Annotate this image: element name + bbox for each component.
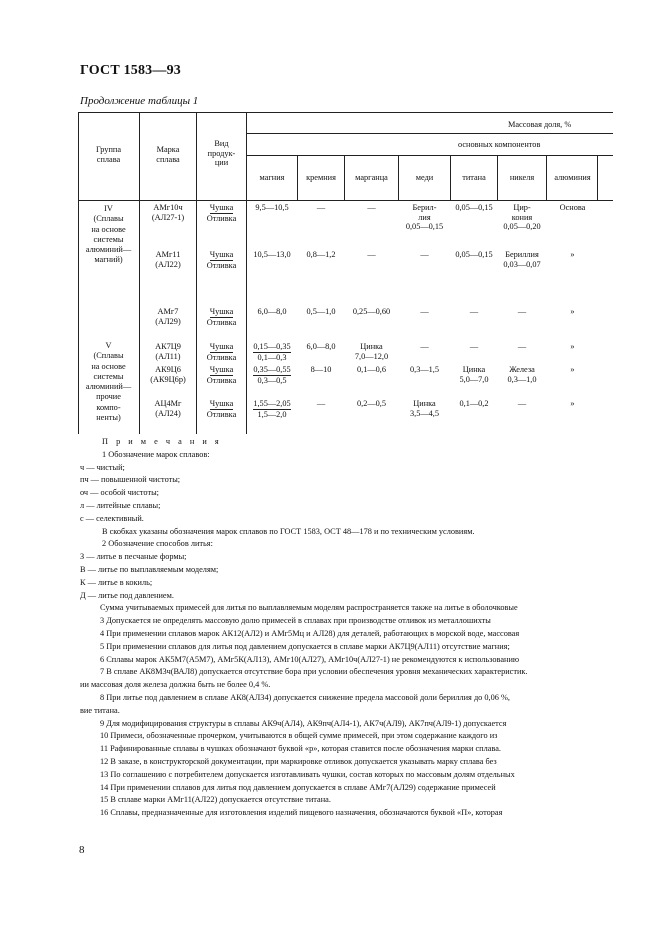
note-line: В скобках указаны обозначения марок сплавов по ГОСТ 1583, ОСТ 48—178 и по техническим условиям.	[102, 526, 475, 536]
note-line: 15 В сплаве марки АМг11(АЛ22) допускается отсутствие титана.	[100, 795, 331, 805]
note-line: В — литье по выплавляемым моделям;	[80, 564, 219, 574]
silicon-cell: 6,0—8,0	[306, 342, 336, 351]
note-line: 6 Сплавы марок АК5М7(А5М7), АМг5К(АЛ13), АМг10(АЛ27), АМг10ч(АЛ27-1) не рекомендуются к использованию	[100, 654, 520, 664]
nickel-cell: Железа 0,3—1,0	[507, 365, 537, 384]
page-number: 8	[79, 844, 85, 856]
note-line: 12 В заказе, в конструкторской документации, при маркировке отливок допускается указывать марку сплава без	[100, 756, 497, 766]
aluminium-cell: »	[570, 250, 575, 259]
manganese-cell: Цинка 7,0—12,0	[354, 342, 389, 361]
header-copper: меди	[415, 173, 434, 182]
silicon-cell: —	[316, 399, 326, 408]
notes-heading: П р и м е ч а н и я	[102, 437, 222, 446]
copper-cell: —	[420, 250, 429, 259]
manganese-cell: 0,1—0,6	[356, 365, 387, 374]
magnesium-cell: 1,55—2,05 1,5—2,0	[253, 399, 291, 419]
magnesium-cell: 6,0—8,0	[257, 307, 287, 316]
titanium-cell: 0,05—0,15	[455, 250, 493, 259]
note-line: Д — литье под давлением.	[80, 590, 174, 600]
table-continuation-label: Продолжение таблицы 1	[80, 95, 199, 107]
magnesium-cell: 9,5—10,5	[255, 203, 289, 212]
group-cell: IV (Сплавы на основе системы алюминий— магний)	[85, 204, 132, 265]
note-line: 3 Допускается не определять массовую долю примесей в сплавах при производстве отливок из металлошихты	[100, 616, 491, 626]
kind-cell: Чушка Отливка	[206, 250, 237, 270]
note-line: 1 Обозначение марок сплавов:	[102, 449, 210, 459]
note-line: Сумма учитываемых примесей для литья по выплавляемым моделям распространяется также на литье в оболочковые	[100, 603, 518, 613]
nickel-cell: —	[517, 399, 527, 408]
titanium-cell: —	[469, 342, 479, 351]
grade-cell: АЦ4Мг (АЛ24)	[154, 399, 182, 418]
header-silicon: кремния	[306, 173, 336, 182]
note-line: вие титана.	[80, 705, 120, 715]
silicon-cell: 0,8—1,2	[306, 250, 336, 259]
titanium-cell: 0,1—0,2	[459, 399, 489, 408]
note-line: ч — чистый;	[80, 462, 125, 472]
notes-section	[80, 436, 620, 820]
document-title: ГОСТ 1583—93	[80, 63, 181, 78]
kind-cell: Чушка Отливка	[206, 342, 237, 362]
manganese-cell: 0,2—0,5	[356, 399, 387, 408]
kind-cell: Чушка Отливка	[206, 307, 237, 327]
silicon-cell: 0,5—1,0	[306, 307, 336, 316]
copper-cell: Цинка 3,5—4,5	[409, 399, 440, 418]
magnesium-cell: 10,5—13,0	[253, 250, 291, 259]
copper-cell: —	[420, 342, 429, 351]
grade-cell: АК9Ц6 (АК9Ц6р)	[150, 365, 186, 384]
aluminium-cell: »	[570, 399, 575, 408]
note-line: 8 При литье под давлением в сплаве АК8(АЛ34) допускается снижение предела массовой доли бериллия до 0,06 %,	[100, 692, 510, 702]
note-line: 11 Рафинированные сплавы в чушках обозначают буквой «р», которая ставится после обозначения марки сплава.	[100, 744, 501, 754]
titanium-cell: 0,05—0,15	[455, 203, 493, 212]
manganese-cell: 0,25—0,60	[352, 307, 391, 316]
grade-cell: АМг10ч (АЛ27-1)	[151, 203, 185, 222]
header-mass-fraction: Массовая доля, %	[508, 120, 572, 129]
header-aluminium: алюминия	[554, 173, 591, 182]
header-manganese: марганца	[355, 173, 388, 182]
composition-table	[78, 112, 613, 434]
silicon-cell: 8—10	[310, 365, 332, 374]
group-cell: V (Сплавы на основе системы алюминий— прочие компо- ненты)	[85, 341, 132, 423]
note-line: с — селективный.	[80, 513, 144, 523]
note-line: 13 По соглашению с потребителем допускается изготавливать чушки, состав которых по массовым долям отдельных	[100, 769, 515, 779]
nickel-cell: Бериллия 0,03—0,07	[503, 250, 541, 269]
note-line: К — литье в кокиль;	[80, 577, 153, 587]
header-grade: Марка сплава	[156, 145, 180, 164]
header-titanium: титана	[462, 173, 486, 182]
aluminium-cell: »	[570, 365, 575, 374]
note-line: 10 Примеси, обозначенные прочерком, учитываются в общей сумме примесей, при этом содержание каждого из	[100, 731, 498, 741]
nickel-cell: —	[517, 307, 527, 316]
magnesium-cell: 0,15—0,35 0,1—0,3	[253, 342, 291, 362]
grade-cell: АМг7 (АЛ29)	[155, 307, 181, 326]
aluminium-cell: »	[570, 342, 575, 351]
kind-cell: Чушка Отливка	[206, 365, 237, 385]
copper-cell: 0,3—1,5	[409, 365, 440, 374]
header-nickel: никеля	[509, 173, 535, 182]
note-line: 9 Для модифицирования структуры в сплавы АК9ч(АЛ4), АК9пч(АЛ4-1), АК7ч(АЛ9), АК7пч(АЛ9-1) допускается	[100, 718, 507, 728]
note-line: ии массовая доля железа должна быть не более 0,4 %.	[80, 680, 271, 690]
note-line: 4 При применении сплавов марок АК12(АЛ2) и АМг5Мц и АЛ28) для деталей, работающих в морской воде, массовая	[100, 628, 520, 638]
grade-cell: АМг11 (АЛ22)	[155, 250, 181, 269]
manganese-cell: —	[367, 203, 376, 212]
silicon-cell: —	[316, 203, 326, 212]
note-line: 16 Сплавы, предназначенные для изготовления изделий пищевого назначения, обозначаются буквой «П», которая	[100, 808, 503, 818]
note-line: л — литейные сплавы;	[80, 500, 161, 510]
kind-cell: Чушка Отливка	[206, 399, 237, 419]
kind-cell: Чушка Отливка	[206, 203, 237, 223]
grade-cell: АК7Ц9 (АЛ11)	[155, 342, 181, 361]
note-line: оч — особой чистоты;	[80, 488, 159, 498]
note-line: 7 В сплаве АК8М3ч(ВАЛ8) допускается отсутствие бора при условии обеспечения уровня механических характеристик.	[100, 667, 528, 677]
aluminium-cell: Основа	[559, 203, 586, 212]
aluminium-cell: »	[570, 307, 575, 316]
manganese-cell: —	[367, 250, 376, 259]
note-line: 5 При применении сплавов для литья под давлением допускается в сплаве марки АК7Ц9(АЛ11) отсутствие магния;	[100, 641, 510, 651]
copper-cell: —	[420, 307, 429, 316]
nickel-cell: —	[517, 342, 527, 351]
nickel-cell: Цир- кония 0,05—0,20	[503, 203, 541, 232]
header-magnesium: магния	[259, 173, 285, 182]
magnesium-cell: 0,35—0,55 0,3—0,5	[253, 365, 291, 385]
titanium-cell: Цинка 5,0—7,0	[459, 365, 489, 384]
titanium-cell: —	[469, 307, 479, 316]
header-group: Группа сплава	[95, 145, 122, 164]
header-kind: Вид продук- ции	[207, 139, 236, 168]
header-main-components: основных компонентов	[458, 140, 541, 149]
note-line: 14 При применении сплавов для литья под давлением допускается в сплаве АМг7(АЛ29) содержание примесей	[100, 782, 496, 792]
note-line: пч — повышенной чистоты;	[80, 475, 181, 485]
note-line: З — литье в песчаные формы;	[80, 552, 187, 562]
note-line: 2 Обозначение способов литья:	[102, 539, 213, 549]
copper-cell: Берил- лия 0,05—0,15	[405, 203, 444, 232]
